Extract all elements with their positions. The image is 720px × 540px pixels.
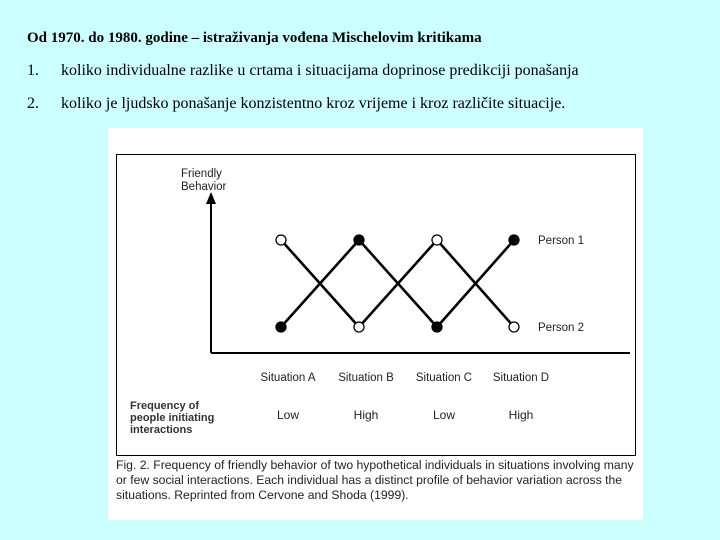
data-point-series-1-3 [432, 322, 442, 332]
y-axis-arrow [206, 192, 216, 204]
x-tick-label: Situation D [492, 372, 550, 384]
point-2-text: koliko je ljudsko ponašanje konzistentno kroz vrijeme i kroz različite situacije. [61, 95, 566, 112]
x-tick-label: Situation A [260, 372, 316, 384]
data-point-series-1-4 [509, 235, 519, 245]
frequency-label: interactions [130, 424, 193, 436]
x-tick-label: Situation B [338, 372, 394, 384]
point-1-number: 1. [27, 62, 39, 79]
data-point-series-1-1 [276, 322, 286, 332]
series-line-2 [281, 240, 514, 327]
point-1 [27, 62, 579, 80]
point-2 [27, 95, 565, 113]
data-point-series-2-1 [276, 235, 286, 245]
chart [108, 128, 643, 458]
frequency-value: Low [276, 408, 300, 422]
figure-caption: Fig. 2. Frequency of friendly behavior of two hypothetical individuals in situations involving many or few social interactions. Each individual has a distinct profile of behavior variation across the situations. Reprinted from Cervone and Shoda (1999). [116, 458, 634, 502]
x-tick-label: Situation C [415, 372, 473, 384]
frequency-value: Low [432, 408, 456, 422]
frequency-value: High [353, 408, 379, 422]
data-point-series-2-3 [432, 235, 442, 245]
y-axis-label: Friendly [181, 168, 222, 180]
data-point-series-2-4 [509, 322, 519, 332]
series-label-1: Person 1 [538, 235, 585, 247]
data-point-series-2-2 [354, 322, 364, 332]
frequency-label: people initiating [130, 412, 215, 424]
point-2-number: 2. [27, 95, 39, 112]
figure [108, 128, 643, 520]
point-1-text: koliko individualne razlike u crtama i situacijama doprinose predikciji ponašanja [61, 62, 579, 79]
frequency-value: High [508, 408, 534, 422]
series-label-2: Person 2 [538, 322, 585, 334]
data-point-series-1-2 [354, 235, 364, 245]
page-heading: Od 1970. do 1980. godine – istraživanja vođena Mischelovim kritikama [27, 30, 482, 46]
y-axis-label: Behavior [181, 181, 227, 193]
frequency-label: Frequency of [130, 400, 200, 412]
